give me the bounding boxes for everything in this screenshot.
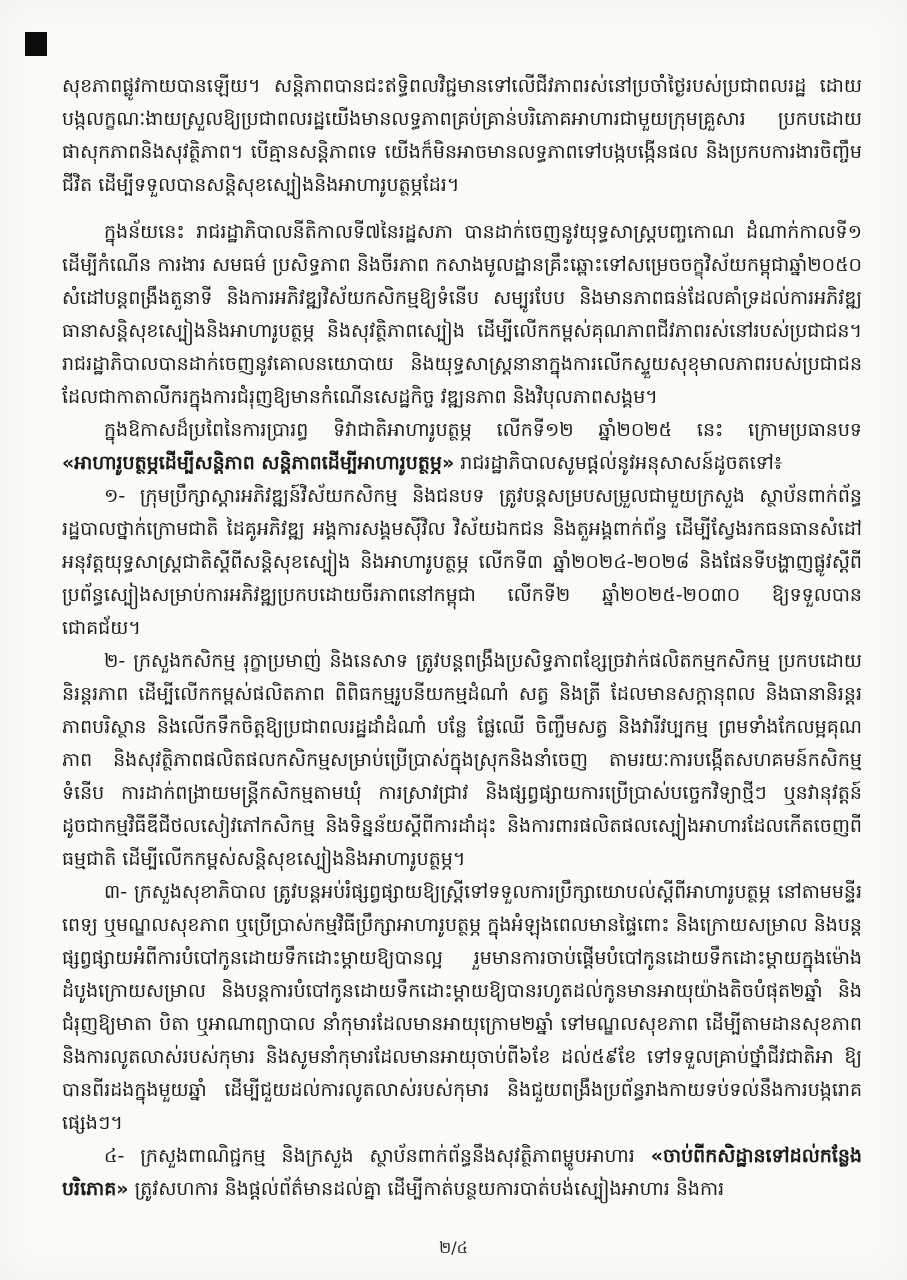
scan-corner-mark: [25, 32, 47, 56]
text-segment: ក្នុងឱកាសដ៏ប្រពៃនៃការប្រារព្ធ ទិវាជាតិអាហារូបត្ថម្ភ លើកទី១២ ឆ្នាំ២០២៥ នេះ ក្រោមប្រធានបទ: [104, 419, 862, 441]
paragraph: [62, 70, 862, 202]
text-segment: ៤- ក្រសួងពាណិជ្ជកម្ម និងក្រសួង ស្ថាប័នពាក់ព័ន្ធនឹងសុវត្ថិភាពម្ហូបអាហារ: [104, 1145, 651, 1167]
paragraph: [62, 216, 862, 414]
page-number: ២/៤: [439, 1238, 468, 1257]
text-segment: រាជរដ្ឋាភិបាលសូមផ្តល់នូវអនុសាសន៍ដូចតទៅ៖: [454, 452, 783, 474]
document-body: [62, 70, 862, 1206]
paragraph: [62, 645, 862, 876]
paragraph: [62, 876, 862, 1140]
text-segment: ១- ក្រុមប្រឹក្សាស្តារអភិវឌ្ឍន៍វិស័យកសិកម្ម និងជនបទ ត្រូវបន្តសម្របសម្រួលជាមួយក្រសួង ស្ថាប័នពាក់ព័ន្ធ រដ្ឋបាលថ្នាក់ក្រោមជាតិ ដៃគូអភិវឌ្ឍ អង្គការសង្គមស៊ីវិល វិស័យឯកជន និងតួអង្គពាក់ព័ន្ធ ដើម្បីស្វែងរកធនធានសំដៅអនុវត្តយុទ្ធសាស្ត្រជាតិស្តីពីសន្តិសុខស្បៀង និងអាហារូបត្ថម្ភ លើកទី៣ ឆ្នាំ២០២៤-២០២៨ និងផែនទីបង្ហាញផ្លូវស្តីពីប្រព័ន្ធស្បៀងសម្រាប់ការអភិវឌ្ឍប្រកបដោយចីរភាពនៅកម្ពុជា លើកទី២ ឆ្នាំ២០២៥-២០៣០ ឱ្យទទួលបានជោគជ័យ។: [62, 485, 862, 639]
paragraph: [62, 1140, 862, 1206]
quoted-bold-text: «ចាប់ពីកសិដ្ឋានទៅដល់កន្លែងបរិភោគ»: [62, 1145, 862, 1200]
text-segment: ក្នុងន័យនេះ រាជរដ្ឋាភិបាលនីតិកាលទី៧នៃរដ្ឋសភា បានដាក់ចេញនូវយុទ្ធសាស្ត្របញ្ចកោណ ដំណាក់កាលទី១ ដើម្បីកំណើន ការងារ សមធម៌ ប្រសិទ្ធភាព និងចីរភាព កសាងមូលដ្ឋានគ្រឹះឆ្ពោះទៅសម្រេចចក្ខុវិស័យកម្ពុជាឆ្នាំ២០៥០ សំដៅបន្តពង្រឹងតួនាទី និងការអភិវឌ្ឍវិស័យកសិកម្មឱ្យទំនើប សម្បូរបែប និងមានភាពធន់ដែលគាំទ្រដល់ការអភិវឌ្ឍ ធានាសន្តិសុខស្បៀងនិងអាហារូបត្ថម្ភ និងសុវត្ថិភាពស្បៀង ដើម្បីលើកកម្ពស់គុណភាពជីវភាពរស់នៅរបស់ប្រជាជន។ រាជរដ្ឋាភិបាលបានដាក់ចេញនូវគោលនយោបាយ និងយុទ្ធសាស្ត្រនានាក្នុងការលើកស្ទួយសុខុមាលភាពរបស់ប្រជាជន ដែលជាកាតាលីករក្នុងការជំរុញឱ្យមានកំណើនសេដ្ឋកិច្ច វឌ្ឍនភាព និងវិបុលភាពសង្គម។: [62, 221, 862, 408]
paragraph: [62, 480, 862, 645]
text-segment: ៣- ក្រសួងសុខាភិបាល ត្រូវបន្តអប់រំផ្សព្វផ្សាយឱ្យស្ត្រីទៅទទួលការប្រឹក្សាយោបល់ស្តីពីអាហារូបត្ថម្ភ នៅតាមមន្ទីរពេទ្យ ឬមណ្ឌលសុខភាព ឬប្រើប្រាស់កម្មវិធីប្រឹក្សាអាហារូបត្ថម្ភ ក្នុងអំឡុងពេលមានផ្ទៃពោះ និងក្រោយសម្រាល និងបន្តផ្សព្វផ្សាយអំពីការបំបៅកូនដោយទឹកដោះម្តាយឱ្យបានល្អ រួមមានការចាប់ផ្តើមបំបៅកូនដោយទឹកដោះម្តាយក្នុងម៉ោងដំបូងក្រោយសម្រាល និងបន្តការបំបៅកូនដោយទឹកដោះម្តាយឱ្យបានរហូតដល់កូនមានអាយុយ៉ាងតិចបំផុត២ឆ្នាំ និងជំរុញឱ្យមាតា បិតា ឬអាណាព្យាបាល នាំកុមារដែលមានអាយុក្រោម២ឆ្នាំ ទៅមណ្ឌលសុខភាព ដើម្បីតាមដានសុខភាព និងការលូតលាស់របស់កុមារ និងសូមនាំកុមារដែលមានអាយុចាប់ពី៦ខែ ដល់៥៩ខែ ទៅទទួលគ្រាប់ថ្នាំជីវជាតិអា ឱ្យបានពីរដងក្នុងមួយឆ្នាំ ដើម្បីជួយដល់ការលូតលាស់របស់កុមារ និងជួយពង្រឹងប្រព័ន្ធរាងកាយទប់ទល់នឹងការបង្ករោគផ្សេងៗ។: [62, 881, 862, 1134]
paragraph: [62, 414, 862, 480]
text-segment: ត្រូវសហការ និងផ្តល់ព័ត៌មានដល់គ្នា ដើម្បីកាត់បន្ថយការបាត់បង់ស្បៀងអាហារ និងការ: [128, 1178, 725, 1200]
quoted-bold-text: «អាហារូបត្ថម្ភដើម្បីសន្តិភាព សន្តិភាពដើម្បីអាហារូបត្ថម្ភ»: [62, 452, 455, 474]
text-segment: សុខភាពផ្លូវកាយបានឡើយ។ សន្តិភាពបានជះឥទ្ធិពលវិជ្ជមានទៅលើជីវភាពរស់នៅប្រចាំថ្ងៃរបស់ប្រជាពលរដ្ឋ ដោយបង្កលក្ខណៈងាយស្រួលឱ្យប្រជាពលរដ្ឋយើងមានលទ្ធភាពគ្រប់គ្រាន់បរិភោគអាហារជាមួយក្រុមគ្រួសារ ប្រកបដោយផាសុកភាពនិងសុវត្ថិភាព។ បើគ្មានសន្តិភាពទេ យើងក៏មិនអាចមានលទ្ធភាពទៅបង្កបង្កើនផល និងប្រកបការងារចិញ្ចឹមជីវិត ដើម្បីទទួលបានសន្តិសុខស្បៀងនិងអាហារូបត្ថម្ភដែរ។: [62, 75, 862, 196]
text-segment: ២- ក្រសួងកសិកម្ម រុក្ខាប្រមាញ់ និងនេសាទ ត្រូវបន្តពង្រឹងប្រសិទ្ធភាពខ្សែច្រវាក់ផលិតកម្មកសិកម្ម ប្រកបដោយនិរន្តរភាព ដើម្បីលើកកម្ពស់ផលិតភាព ពិពិធកម្មរូបនីយកម្មដំណាំ សត្វ និងត្រី ដែលមានសក្តានុពល និងធានានិរន្តរភាពបរិស្ថាន និងលើកទឹកចិត្តឱ្យប្រជាពលរដ្ឋដាំដំណាំ បន្លែ ផ្លែឈើ ចិញ្ចឹមសត្វ និងវារីវប្បកម្ម ព្រមទាំងកែលម្អគុណភាព និងសុវត្ថិភាពផលិតផលកសិកម្មសម្រាប់ប្រើប្រាស់ក្នុងស្រុកនិងនាំចេញ តាមរយៈការបង្កើតសហគមន៍កសិកម្មទំនើប ការដាក់ពង្រាយមន្ត្រីកសិកម្មតាមឃុំ ការស្រាវជ្រាវ និងផ្សព្វផ្សាយការប្រើប្រាស់បច្ចេកវិទ្យាថ្មីៗ ឬនវានុវត្តន៍ ដូចជាកម្មវិធីឌីជីថលសៀវភៅកសិកម្ម និងទិន្នន័យស្តីពីការដាំដុះ និងការពារផលិតផលស្បៀងអាហារដែលកើតចេញពីធម្មជាតិ ដើម្បីលើកកម្ពស់សន្តិសុខស្បៀងនិងអាហារូបត្ថម្ភ។: [62, 650, 862, 870]
